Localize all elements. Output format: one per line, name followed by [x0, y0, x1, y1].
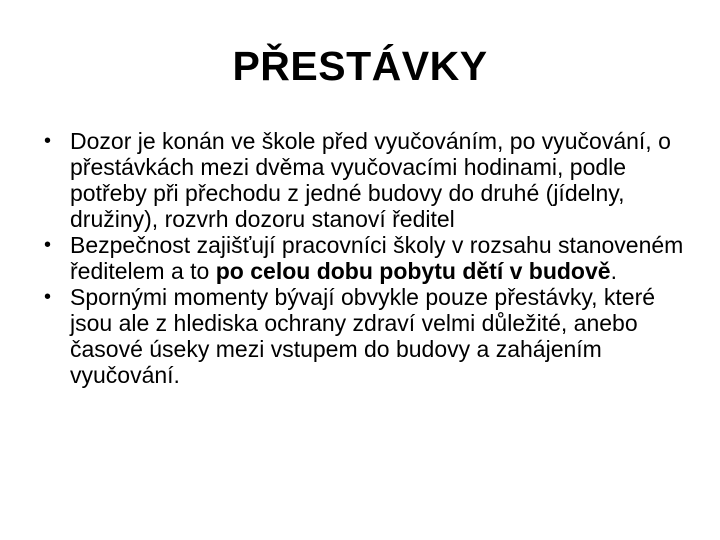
bullet-marker: •	[44, 234, 52, 256]
bullet-item-critical-moments	[44, 284, 684, 388]
bullet-text-bold: po celou dobu pobytu dětí v budově	[215, 258, 611, 284]
bullet-text-end: .	[610, 258, 617, 284]
bullet-list	[44, 128, 684, 388]
bullet-text: Dozor je konán ve škole před vyučováním, po vyučování, o přestávkách mezi dvěma vyučovacími hodinami, podle potřeby při přechodu z jedné budovy do druhé (jídelny, družiny), rozvrh dozoru stanoví ředitel	[70, 128, 671, 232]
bullet-marker: •	[44, 130, 52, 152]
bullet-marker: •	[44, 286, 52, 308]
slide-title: PŘESTÁVKY	[232, 43, 488, 89]
bullet-text: Spornými momenty bývají obvykle pouze přestávky, které jsou ale z hlediska ochrany zdraví velmi důležité, anebo časové úseky mezi vstupem do budovy a zahájením vyučování.	[70, 284, 656, 388]
bullet-item-supervision	[44, 128, 684, 232]
bullet-item-safety	[44, 232, 684, 284]
bullet-text: Bezpečnost zajišťují pracovníci školy v rozsahu stanoveném ředitelem a to	[70, 232, 684, 284]
